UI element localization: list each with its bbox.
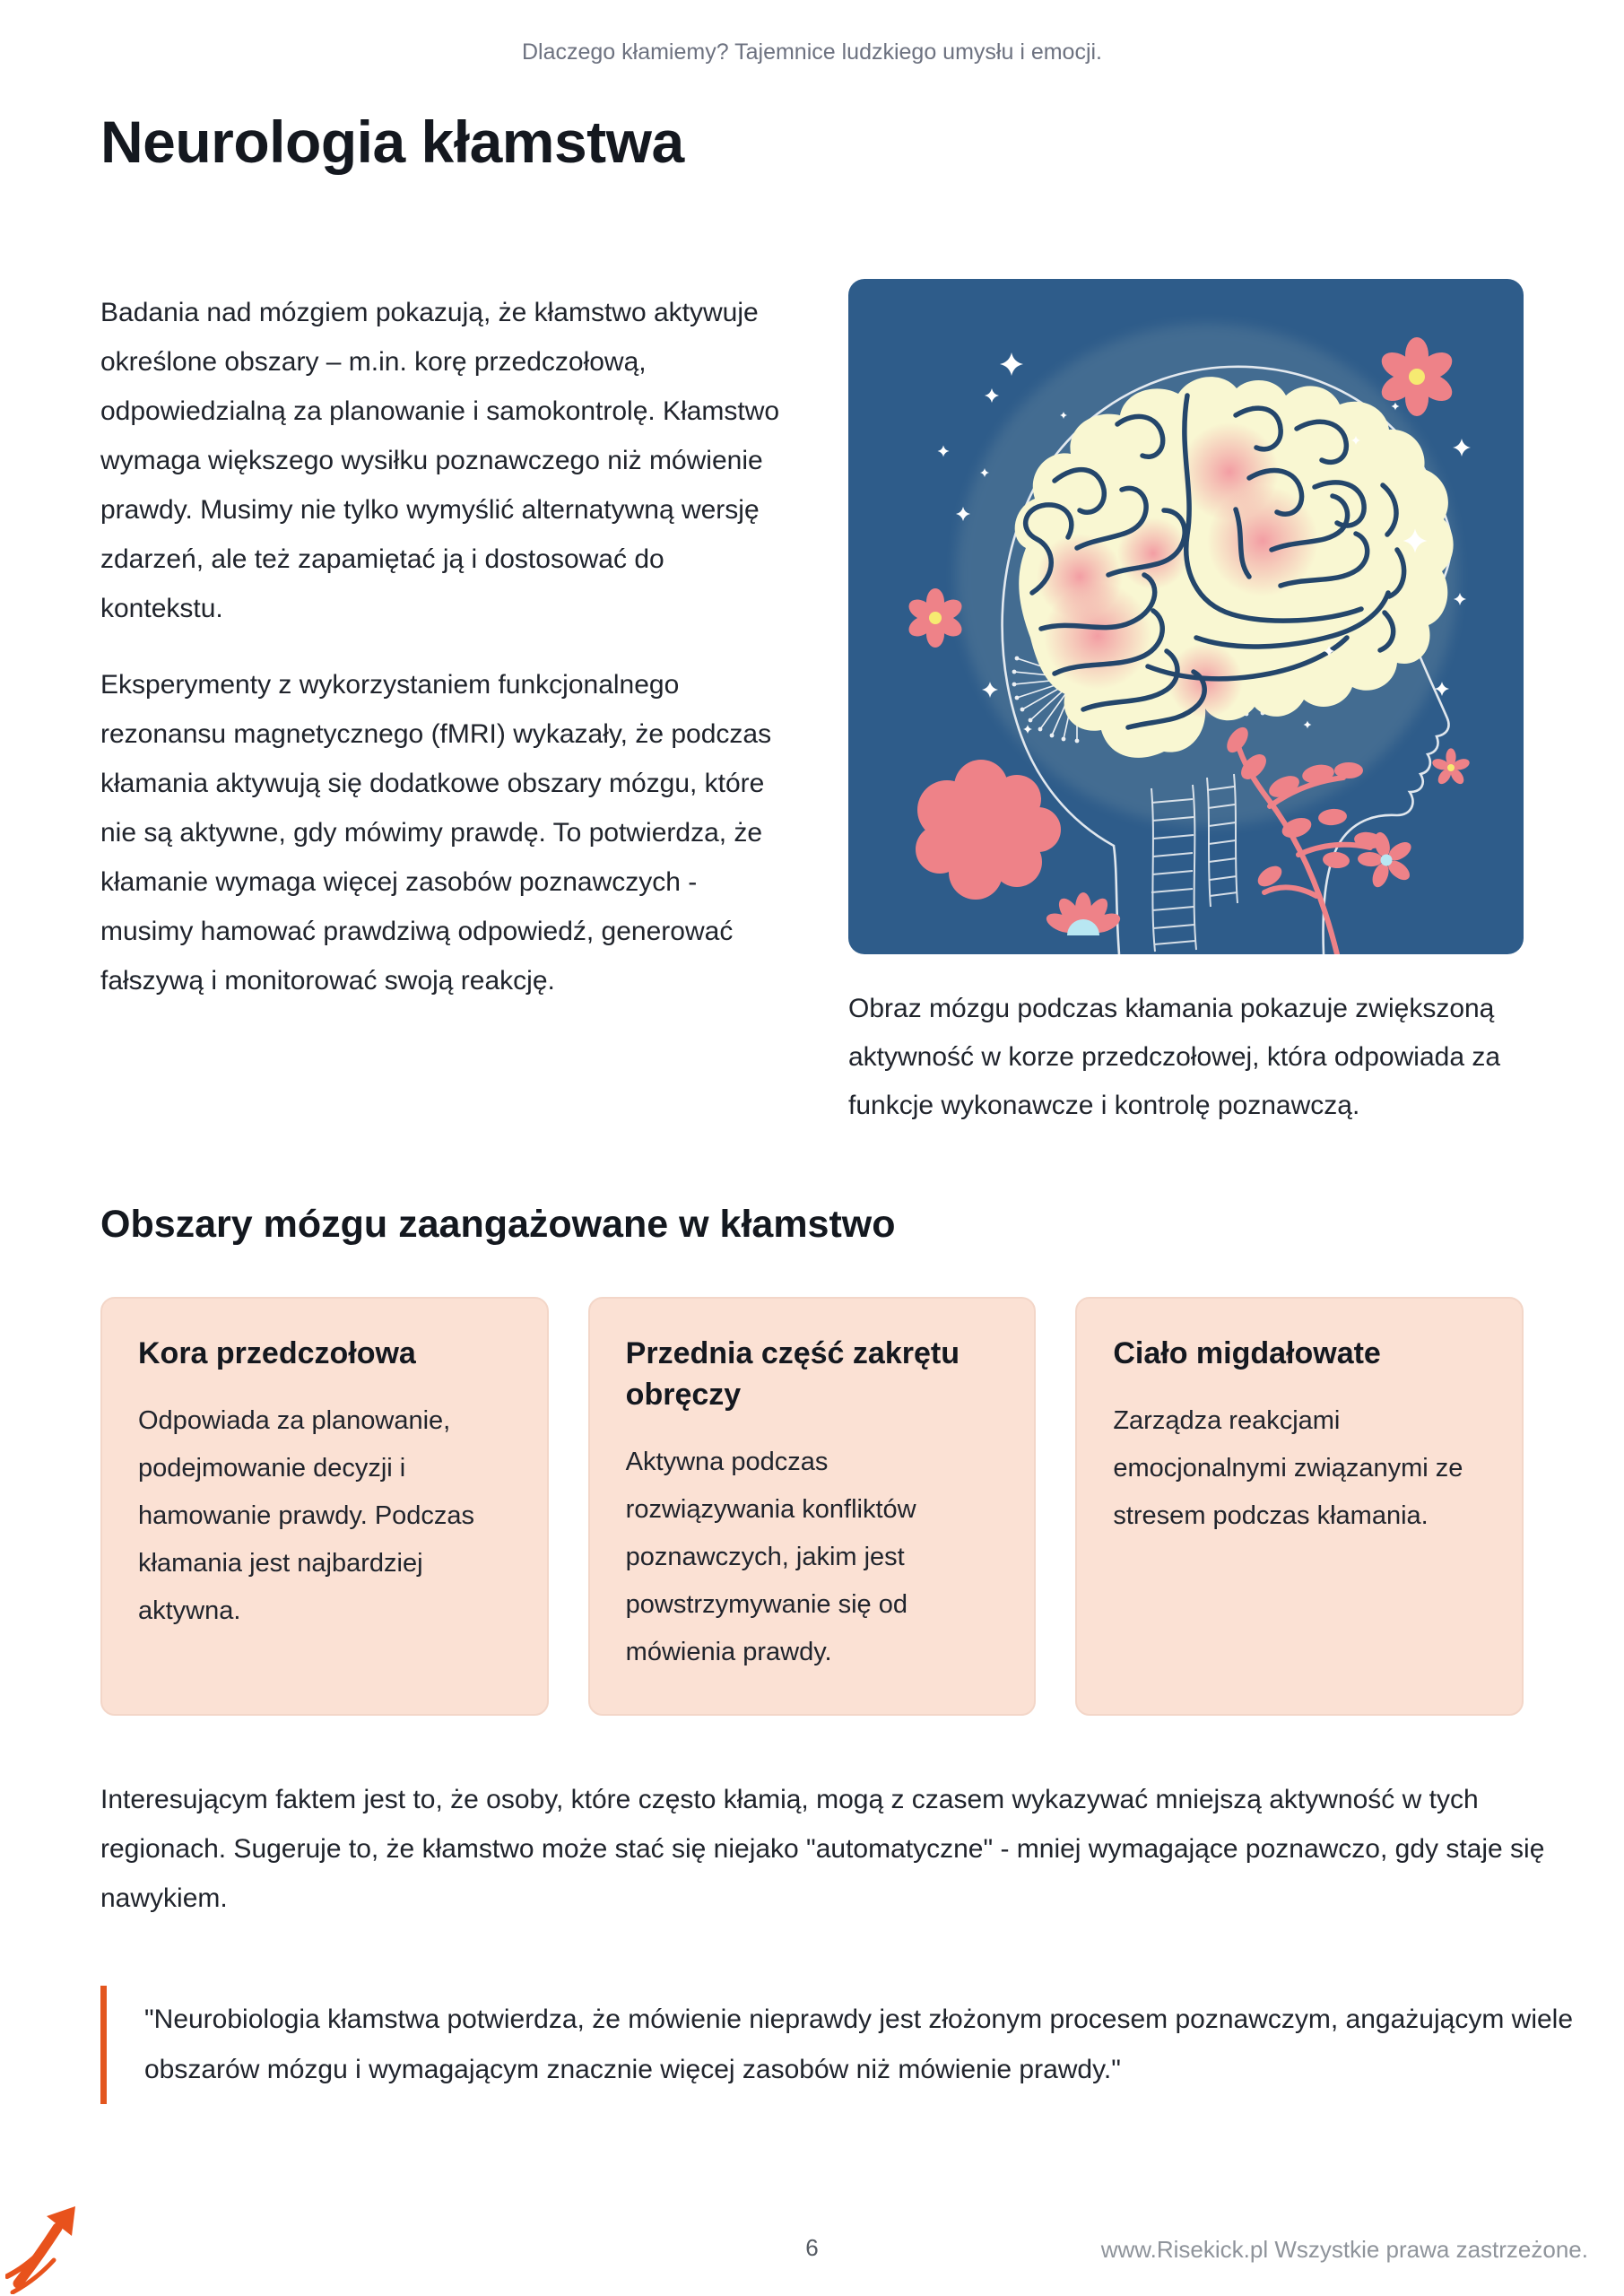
card-body: Zarządza reakcjami emocjonalnymi związanymi ze stresem podczas kłamania. (1113, 1406, 1463, 1530)
copyright-text: www.Risekick.pl Wszystkie prawa zastrzeżone. (1100, 2236, 1588, 2263)
intro-paragraph-1: Badania nad mózgiem pokazują, że kłamstwo aktywuje określone obszary – m.in. korę przedczołową, odpowiedzialną za planowanie i samokontrolę. Kłamstwo wymaga większego wysiłku poznawczego niż mówienie prawdy. Musimy nie tylko wymyślić alternatywną wersję zdarzeń, ale też zapamiętać ją i dostosować do kontekstu. (100, 298, 780, 623)
card-przednia-czesc-zakretu-obreczy (588, 1297, 1037, 1716)
card-title: Przednia część zakrętu obręczy (625, 1336, 960, 1412)
quote-block (100, 1986, 1588, 2104)
page-number: 6 (805, 2234, 819, 2261)
page-title: Neurologia kłamstwa (100, 109, 684, 175)
card-title: Kora przedczołowa (138, 1336, 416, 1370)
quote-text: "Neurobiologia kłamstwa potwierdza, że mówienie nieprawdy jest złożonym procesem poznawczym, angażującym wiele obszarów mózgu i wymagającym znacznie więcej zasobów niż mówienie prawdy." (144, 2005, 1574, 2084)
intro-text-column (100, 279, 780, 1130)
figure-caption: Obraz mózgu podczas kłamania pokazuje zwiększoną aktywność w korze przedczołowej, która odpowiada za funkcje wykonawcze i kontrolę poznawczą. (848, 994, 1501, 1120)
running-header: Dlaczego kłamiemy? Tajemnice ludzkiego umysłu i emocji. (521, 39, 1103, 65)
card-cialo-migdalowate (1075, 1297, 1524, 1716)
brain-figure (848, 279, 1524, 1130)
card-kora-przedczolowa (100, 1297, 549, 1716)
card-title: Ciało migdałowate (1113, 1336, 1381, 1370)
brain-areas-cards (100, 1297, 1524, 1716)
card-body: Aktywna podczas rozwiązywania konfliktów poznawczych, jakim jest powstrzymywanie się od mówienia prawdy. (625, 1448, 916, 1666)
intro-section (100, 279, 1524, 1130)
card-body: Odpowiada za planowanie, podejmowanie decyzji i hamowanie prawdy. Podczas kłamania jest najbardziej aktywna. (138, 1406, 475, 1625)
page-footer (0, 2188, 1624, 2296)
brain-illustration (848, 279, 1524, 954)
closing-paragraph: Interesującym faktem jest to, że osoby, które często kłamią, mogą z czasem wykazywać mniejszą aktywność w tych regionach. Sugeruje to, że kłamstwo może stać się niejako "automatyczne" - mniej wymagające poznawczo, gdy staje się nawykiem. (100, 1785, 1545, 1913)
intro-paragraph-2: Eksperymenty z wykorzystaniem funkcjonalnego rezonansu magnetycznego (fMRI) wykazały, że podczas kłamania aktywują się dodatkowe obszary mózgu, które nie są aktywne, gdy mówimy prawdę. To potwierdza, że kłamanie wymaga więcej zasobów poznawczych - musimy hamować prawdziwą odpowiedź, generować fałszywą i monitorować swoją reakcję. (100, 670, 772, 996)
section-heading: Obszary mózgu zaangażowane w kłamstwo (100, 1203, 896, 1246)
